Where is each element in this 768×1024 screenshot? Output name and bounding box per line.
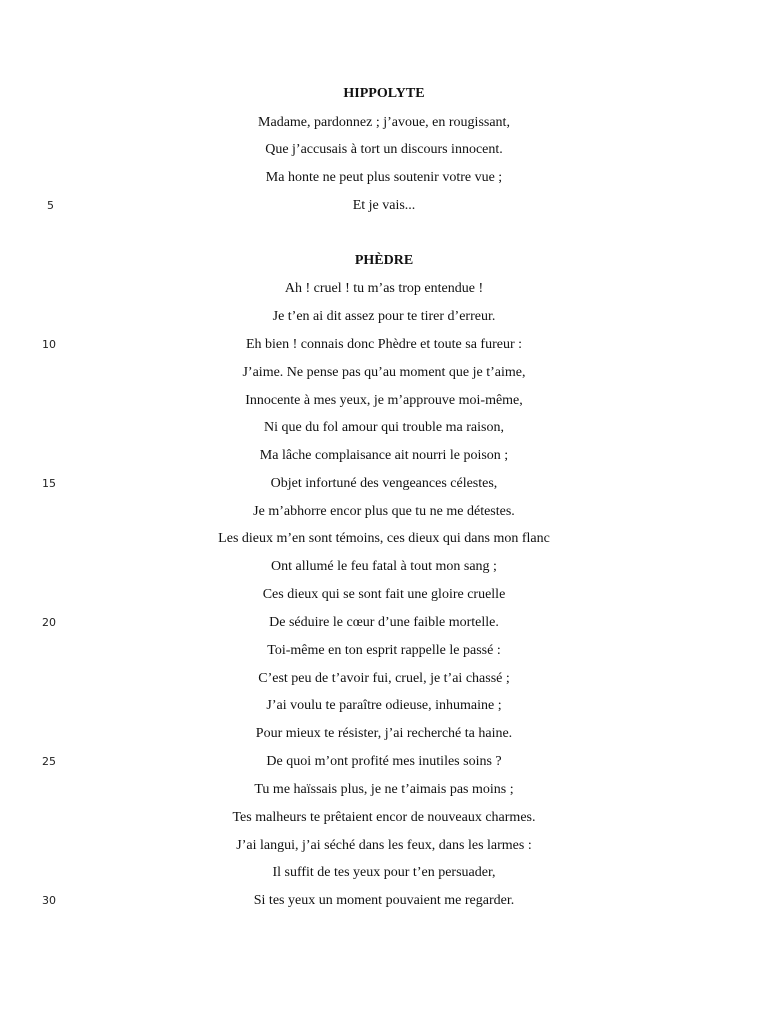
verse-line <box>0 333 768 357</box>
verse-text: De séduire le cœur d’une faible mortelle. <box>269 615 499 630</box>
verse-line <box>0 778 768 802</box>
verse-text: De quoi m’ont profité mes inutiles soins ? <box>266 754 502 769</box>
verse-text: J’ai langui, j’ai séché dans les feux, dans les larmes : <box>236 838 532 853</box>
verse-line <box>0 194 768 218</box>
verse-line <box>0 583 768 607</box>
verse-text: Tes malheurs te prêtaient encor de nouveaux charmes. <box>232 810 536 825</box>
verse-text: Toi-même en ton esprit rappelle le passé : <box>267 643 501 658</box>
verse-line <box>0 111 768 135</box>
line-number: 20 <box>42 616 56 629</box>
verse-line <box>0 166 768 190</box>
speaker-name: PHÈDRE <box>354 253 414 268</box>
line-number: 25 <box>42 755 56 768</box>
verse-text: Tu me haïssais plus, je ne t’aimais pas moins ; <box>254 782 514 797</box>
verse-line <box>0 667 768 691</box>
verse-text: Ma honte ne peut plus soutenir votre vue ; <box>265 170 503 185</box>
verse-line <box>0 834 768 858</box>
verse-text: Et je vais... <box>352 198 416 213</box>
verse-line <box>0 472 768 496</box>
verse-text: Ces dieux qui se sont fait une gloire cruelle <box>262 587 506 602</box>
verse-line <box>0 416 768 440</box>
speaker-heading-phedre <box>0 249 768 273</box>
verse-line <box>0 361 768 385</box>
verse-line <box>0 694 768 718</box>
verse-text: Ni que du fol amour qui trouble ma raison, <box>264 420 504 435</box>
speaker-heading-hippolyte <box>0 82 768 106</box>
verse-line <box>0 722 768 746</box>
verse-line <box>0 500 768 524</box>
verse-line <box>0 861 768 885</box>
verse-text: C’est peu de t’avoir fui, cruel, je t’ai chassé ; <box>258 671 510 686</box>
verse-text: Innocente à mes yeux, je m’approuve moi-même, <box>245 393 523 408</box>
verse-text: Si tes yeux un moment pouvaient me regarder. <box>253 893 515 908</box>
verse-line <box>0 277 768 301</box>
verse-text: Ma lâche complaisance ait nourri le poison ; <box>259 448 509 463</box>
verse-text: Ont allumé le feu fatal à tout mon sang ; <box>271 559 497 574</box>
verse-line <box>0 389 768 413</box>
verse-line <box>0 806 768 830</box>
verse-line <box>0 611 768 635</box>
verse-text: Les dieux m’en sont témoins, ces dieux qui dans mon flanc <box>218 531 550 546</box>
verse-line <box>0 305 768 329</box>
verse-text: Eh bien ! connais donc Phèdre et toute sa fureur : <box>245 337 523 352</box>
verse-text: Je m’abhorre encor plus que tu ne me détestes. <box>253 504 515 519</box>
verse-text: Je t’en ai dit assez pour te tirer d’erreur. <box>272 309 496 324</box>
verse-text: Objet infortuné des vengeances célestes, <box>270 476 498 491</box>
line-number: 15 <box>42 477 56 490</box>
verse-text: Il suffit de tes yeux pour t’en persuader, <box>272 865 496 880</box>
verse-text: J’ai voulu te paraître odieuse, inhumaine ; <box>266 698 502 713</box>
speaker-name: HIPPOLYTE <box>343 86 425 101</box>
line-number: 5 <box>47 199 54 212</box>
verse-line <box>0 444 768 468</box>
verse-text: Que j’accusais à tort un discours innocent. <box>265 142 503 157</box>
verse-line <box>0 889 768 913</box>
verse-line <box>0 138 768 162</box>
line-number: 10 <box>42 338 56 351</box>
line-number: 30 <box>42 894 56 907</box>
verse-line <box>0 555 768 579</box>
verse-text: J’aime. Ne pense pas qu’au moment que je t’aime, <box>242 365 526 380</box>
verse-text: Ah ! cruel ! tu m’as trop entendue ! <box>284 281 484 296</box>
verse-text: Madame, pardonnez ; j’avoue, en rougissant, <box>258 115 510 130</box>
verse-text: Pour mieux te résister, j’ai recherché ta haine. <box>255 726 513 741</box>
verse-line <box>0 639 768 663</box>
verse-line <box>0 527 768 551</box>
verse-line <box>0 750 768 774</box>
